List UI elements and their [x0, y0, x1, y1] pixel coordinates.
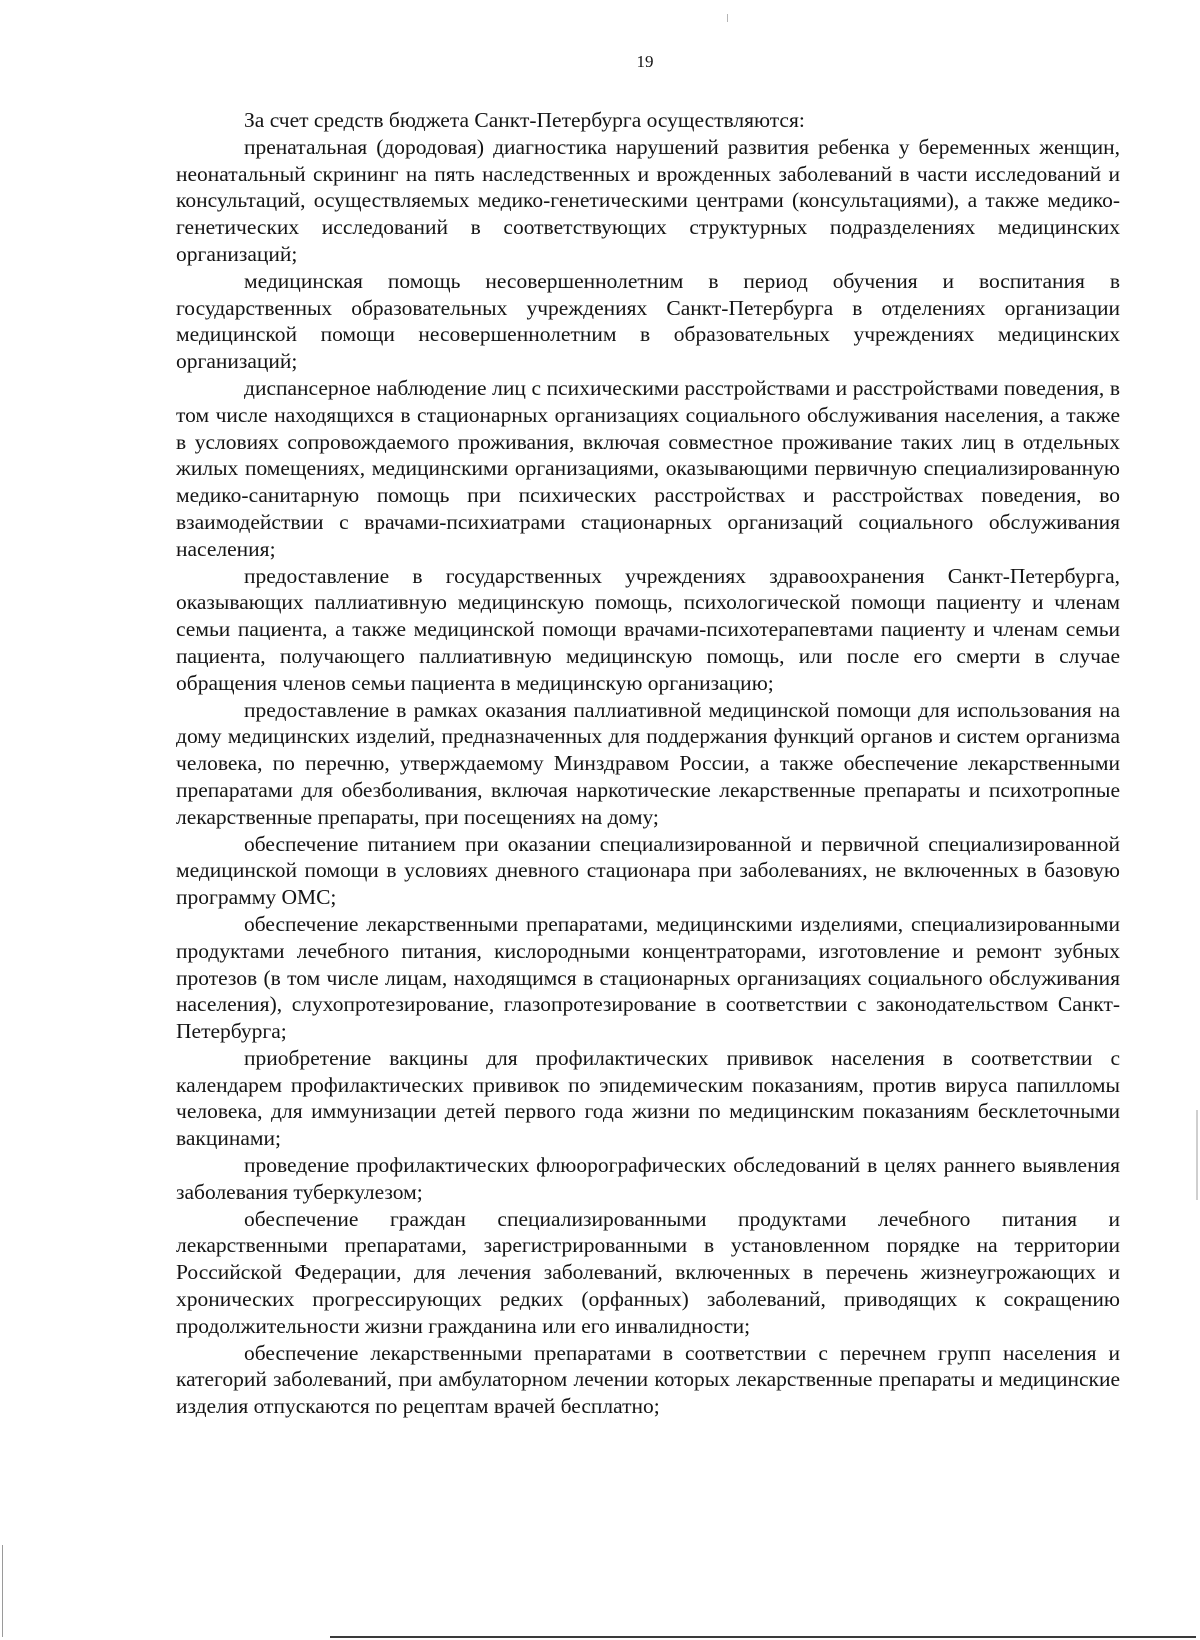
paragraph: приобретение вакцины для профилактических прививок населения в соответствии с календарем профилактических прививок по эпидемическим показаниям, против вируса папилломы человека, для иммунизации детей первого года жизни по медицинским показаниям бесклеточными вакцинами; — [176, 1045, 1120, 1151]
paragraph: пренатальная (дородовая) диагностика нарушений развития ребенка у беременных женщин, неонатальный скрининг на пять наследственных и врожденных заболеваний в части исследований и консультаций, осуществляемых медико-генетическими центрами (консультациями), а также медико-генетических исследований в соответствующих структурных подразделениях медицинских организаций; — [176, 134, 1120, 266]
document-body — [176, 107, 1120, 1420]
scan-tick-mark — [727, 14, 728, 22]
paragraph: предоставление в государственных учреждениях здравоохранения Санкт-Петербурга, оказывающих паллиативную медицинскую помощь, психологической помощи пациенту и членам семьи пациента, а также медицинской помощи врачами-психотерапевтами пациенту и членам семьи пациента, получающего паллиативную медицинскую помощь, или после его смерти в случае обращения членов семьи пациента в медицинскую организацию; — [176, 563, 1120, 695]
paragraph: проведение профилактических флюорографических обследований в целях раннего выявления заболевания туберкулезом; — [176, 1153, 1120, 1204]
paragraph: обеспечение лекарственными препаратами, медицинскими изделиями, специализированными продуктами лечебного питания, кислородными концентраторами, изготовление и ремонт зубных протезов (в том числе лицам, находящимся в стационарных организациях социального обслуживания населения), слухопротезирование, глазопротезирование в соответствии с законодательством Санкт-Петербурга; — [176, 911, 1120, 1044]
paragraph: предоставление в рамках оказания паллиативной медицинской помощи для использования на дому медицинских изделий, предназначенных для поддержания функций органов и систем организма человека, по перечню, утверждаемому Минздравом России, а также обеспечение лекарственными препаратами для обезболивания, включая наркотические лекарственные препараты и психотропные лекарственные препараты, при посещениях на дому; — [176, 697, 1120, 829]
scan-edge-left — [2, 1545, 3, 1637]
paragraph: обеспечение питанием при оказании специализированной и первичной специализированной медицинской помощи в условиях дневного стационара при заболеваниях, не включенных в базовую программу ОМС; — [176, 831, 1120, 910]
scan-edge-bottom — [330, 1636, 1196, 1638]
page-number: 19 — [636, 52, 654, 71]
paragraph: обеспечение лекарственными препаратами в соответствии с перечнем групп населения и категорий заболеваний, при амбулаторном лечении которых лекарственные препараты и медицинские изделия отпускаются по рецептам врачей бесплатно; — [176, 1340, 1120, 1419]
scan-edge-right — [1196, 1110, 1198, 1200]
paragraph: обеспечение граждан специализированными продуктами лечебного питания и лекарственными препаратами, зарегистрированными в установленном порядке на территории Российской Федерации, для лечения заболеваний, включенных в перечень жизнеугрожающих и хронических прогрессирующих редких (орфанных) заболеваний, приводящих к сокращению продолжительности жизни гражданина или его инвалидности; — [176, 1206, 1120, 1338]
paragraph-intro: За счет средств бюджета Санкт-Петербурга осуществляются: — [244, 108, 805, 132]
paragraph: диспансерное наблюдение лиц с психическими расстройствами и расстройствами поведения, в том числе находящихся в стационарных организациях социального обслуживания населения, а также в условиях сопровождаемого проживания, включая совместное проживание таких лиц в отдельных жилых помещениях, медицинскими организациями, оказывающими первичную специализированную медико-санитарную помощь при психических расстройствах и расстройствах поведения, во взаимодействии с врачами-психиатрами стационарных организаций социального обслуживания населения; — [176, 375, 1120, 561]
paragraph: медицинская помощь несовершеннолетним в период обучения и воспитания в государственных образовательных учреждениях Санкт-Петербурга в отделениях организации медицинской помощи несовершеннолетним в образовательных учреждениях медицинских организаций; — [176, 268, 1120, 374]
